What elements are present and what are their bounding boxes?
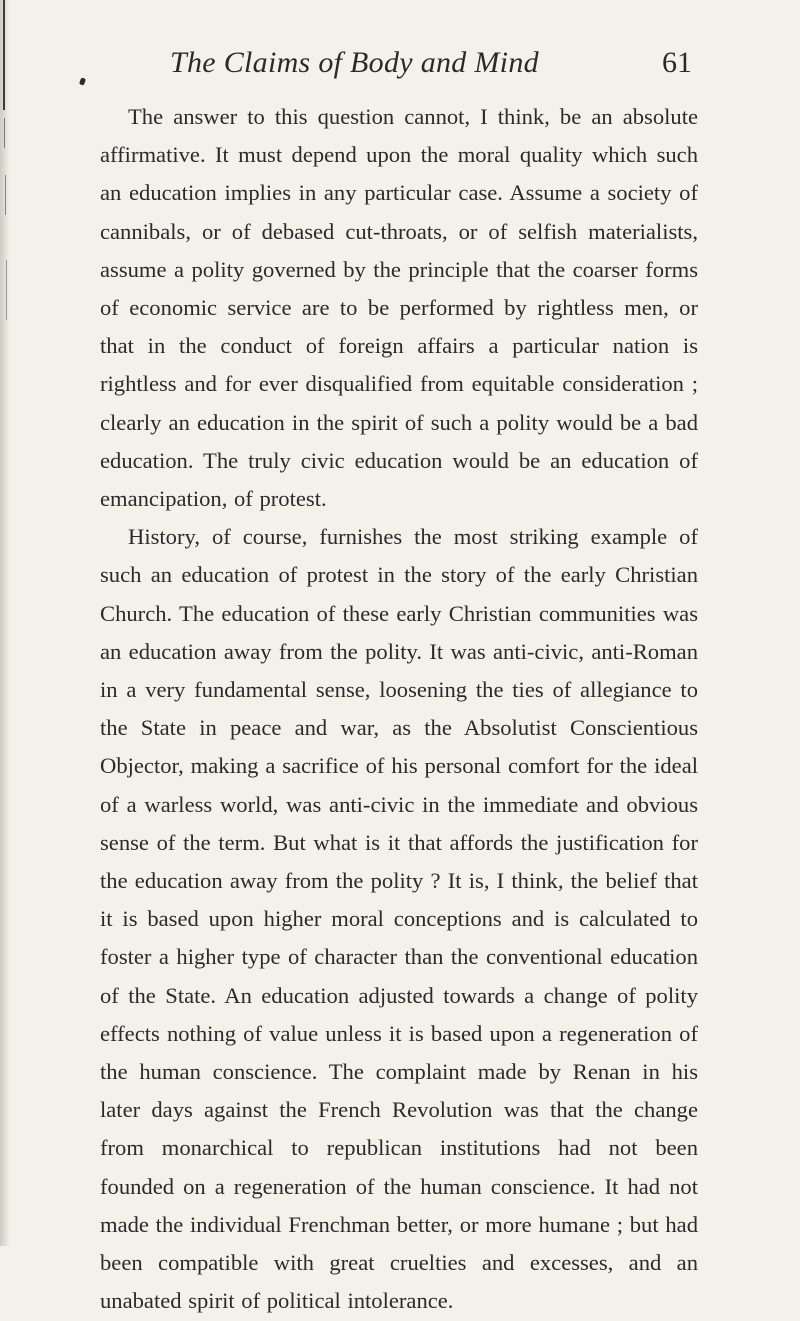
paragraph-2: History, of course, furnishes the most striking example of such an education of protest in the story of the early Christian Church. The education of these early Christian communities was an education away from the polity. It was anti-civic, anti-Roman in a very fundamental sense, loosening the ties of allegiance to the State in peace and war, as the Absolutist Conscientious Objector, making a sacrifice of his personal comfort for the ideal of a warless world, was anti-civic in the immediate and obvious sense of the term. But what is it that affords the justification for the education away from the polity ? It is, I think, the belief that it is based upon higher moral conceptions and is calculated to foster a higher type of character than the conventional education of the State. An education adjusted towards a change of polity effects nothing of value unless it is based upon a regeneration of the human conscience. The complaint made by Renan in his later days against the French Revolution was that the change from monarchical to republican institutions had not been founded on a regeneration of the human conscience. It had not made the individual Frenchman better, or more humane ; but had been compatible with great cruelties and excesses, and an unabated spirit of political intolerance. <box>100 524 698 1314</box>
binding-edge <box>4 118 5 148</box>
page-number: 61 <box>662 46 692 79</box>
ink-mark <box>79 77 86 85</box>
binding-edge <box>3 0 5 110</box>
body-text <box>100 98 698 1321</box>
paragraph-1: The answer to this question cannot, I think, be an absolute affirmative. It must depend upon the moral quality which such an education implies in any particular case. Assume a society of cannibals, or of debased cut-throats, or of selfish materialists, assume a polity governed by the principle that the coarser forms of economic service are to be performed by rightless men, or that in the conduct of foreign affairs a particular nation is rightless and for ever disqualified from equitable consideration ; clearly an education in the spirit of such a polity would be a bad education. The truly civic education would be an education of emancipation, of protest. <box>100 104 698 512</box>
page-header <box>100 46 700 100</box>
binding-edge <box>5 175 6 215</box>
running-title: The Claims of Body and Mind <box>170 46 539 79</box>
binding-edge <box>6 260 7 320</box>
